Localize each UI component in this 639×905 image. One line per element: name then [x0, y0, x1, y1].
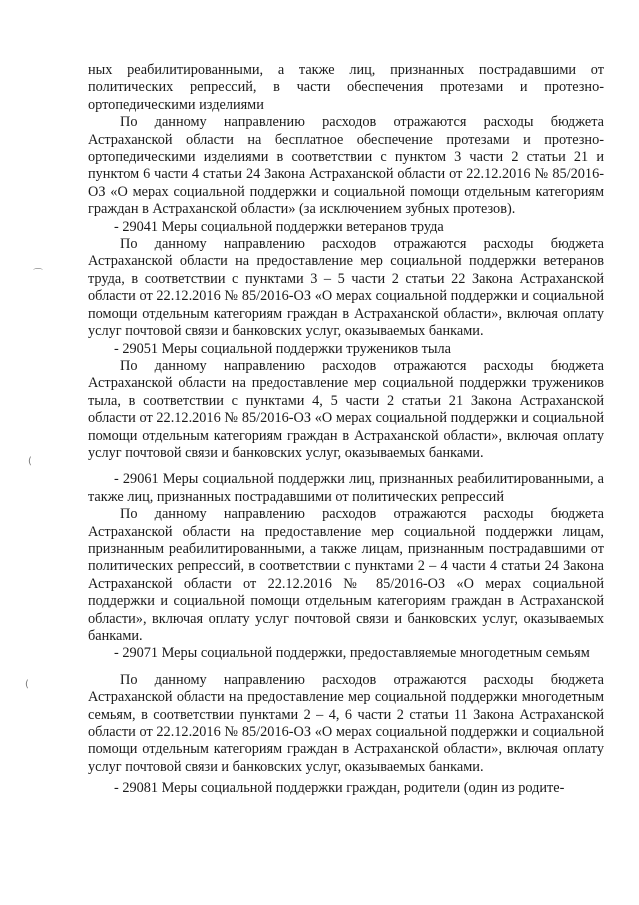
binding-hole-mark-bottom: ( [25, 679, 29, 690]
binding-hole-mark-top: ⌒ [33, 269, 43, 280]
paragraph-prostheses-description: По данному направлению расходов отражаются расходы бюджета Астраханской области на бесплатное обеспечение протезами и протезно-ортопедическими изделиями в соответствии с пунктом 3 части 2 статьи 21 и пунктом 6 части 4 статьи 24 Закона Астраханской области от 22.12.2016 № 85/2016-ОЗ «О мерах социальной поддержки и социальной помощи отдельным категориям граждан в Астраханской области» (за исключением зубных протезов). [88, 114, 604, 218]
binding-hole-mark-middle: ( [28, 456, 32, 467]
paragraph-29041-description: По данному направлению расходов отражаются расходы бюджета Астраханской области на предоставление мер социальной поддержки ветеранов труда, в соответствии с пунктами 3 – 5 части 2 статьи 22 Закона Астраханской области от 22.12.2016 № 85/2016-ОЗ «О мерах социальной поддержки и социальной помощи отдельным категориям граждан в Астраханской области», включая оплату услуг почтовой связи и банковских услуг, оказываемых банками. [88, 236, 604, 340]
paragraph-continuation: ных реабилитированными, а также лиц, признанных пострадавшими от политических репрессий, в части обеспечения протезами и протезно-ортопедическими изделиями [88, 62, 604, 113]
paragraph-29051-description: По данному направлению расходов отражаются расходы бюджета Астраханской области на предоставление мер социальной поддержки тружеников тыла, в соответствии с пунктами 4, 5 части 2 статьи 21 Закона Астраханской области от 22.12.2016 № 85/2016-ОЗ «О мерах социальной поддержки и социальной помощи отдельным категориям граждан в Астраханской области», включая оплату услуг почтовой связи и банковских услуг, оказываемых банками. [88, 357, 604, 461]
item-29071-heading: - 29071 Меры социальной поддержки, предоставляемые многодетным семьям [114, 645, 590, 662]
item-29081-heading: - 29081 Меры социальной поддержки граждан, родители (один из родите- [114, 780, 565, 797]
item-29061-heading: - 29061 Меры социальной поддержки лиц, признанных реабилитированными, а также лиц, признанных пострадавшими от политических репрессий [88, 471, 604, 505]
item-29041-heading: - 29041 Меры социальной поддержки ветеранов труда [114, 218, 444, 235]
paragraph-29061-description: По данному направлению расходов отражаются расходы бюджета Астраханской области на предоставление мер социальной поддержки лицам, признанным реабилитированными, а также лицам, признанным пострадавшими от политических репрессий, в соответствии с пунктами 2 – 4 части 4 статьи 24 Закона Астраханской области от 22.12.2016 № 85/2016-ОЗ «О мерах социальной поддержки и социальной помощи отдельным категориям граждан в Астраханской области», включая оплату услуг почтовой связи и банковских услуг, оказываемых банками. [88, 506, 604, 644]
document-page [88, 62, 604, 798]
paragraph-29071-description: По данному направлению расходов отражаются расходы бюджета Астраханской области на предоставление мер социальной поддержки многодетным семьям, в соответствии пунктами 2 – 4, 6 части 2 статьи 11 Закона Астраханской области от 22.12.2016 № 85/2016-ОЗ «О мерах социальной поддержки и социальной помощи отдельным категориям граждан в Астраханской области», включая оплату услуг почтовой связи и банковских услуг, оказываемых банками. [88, 671, 604, 775]
item-29051-heading: - 29051 Меры социальной поддержки тружеников тыла [114, 340, 451, 357]
